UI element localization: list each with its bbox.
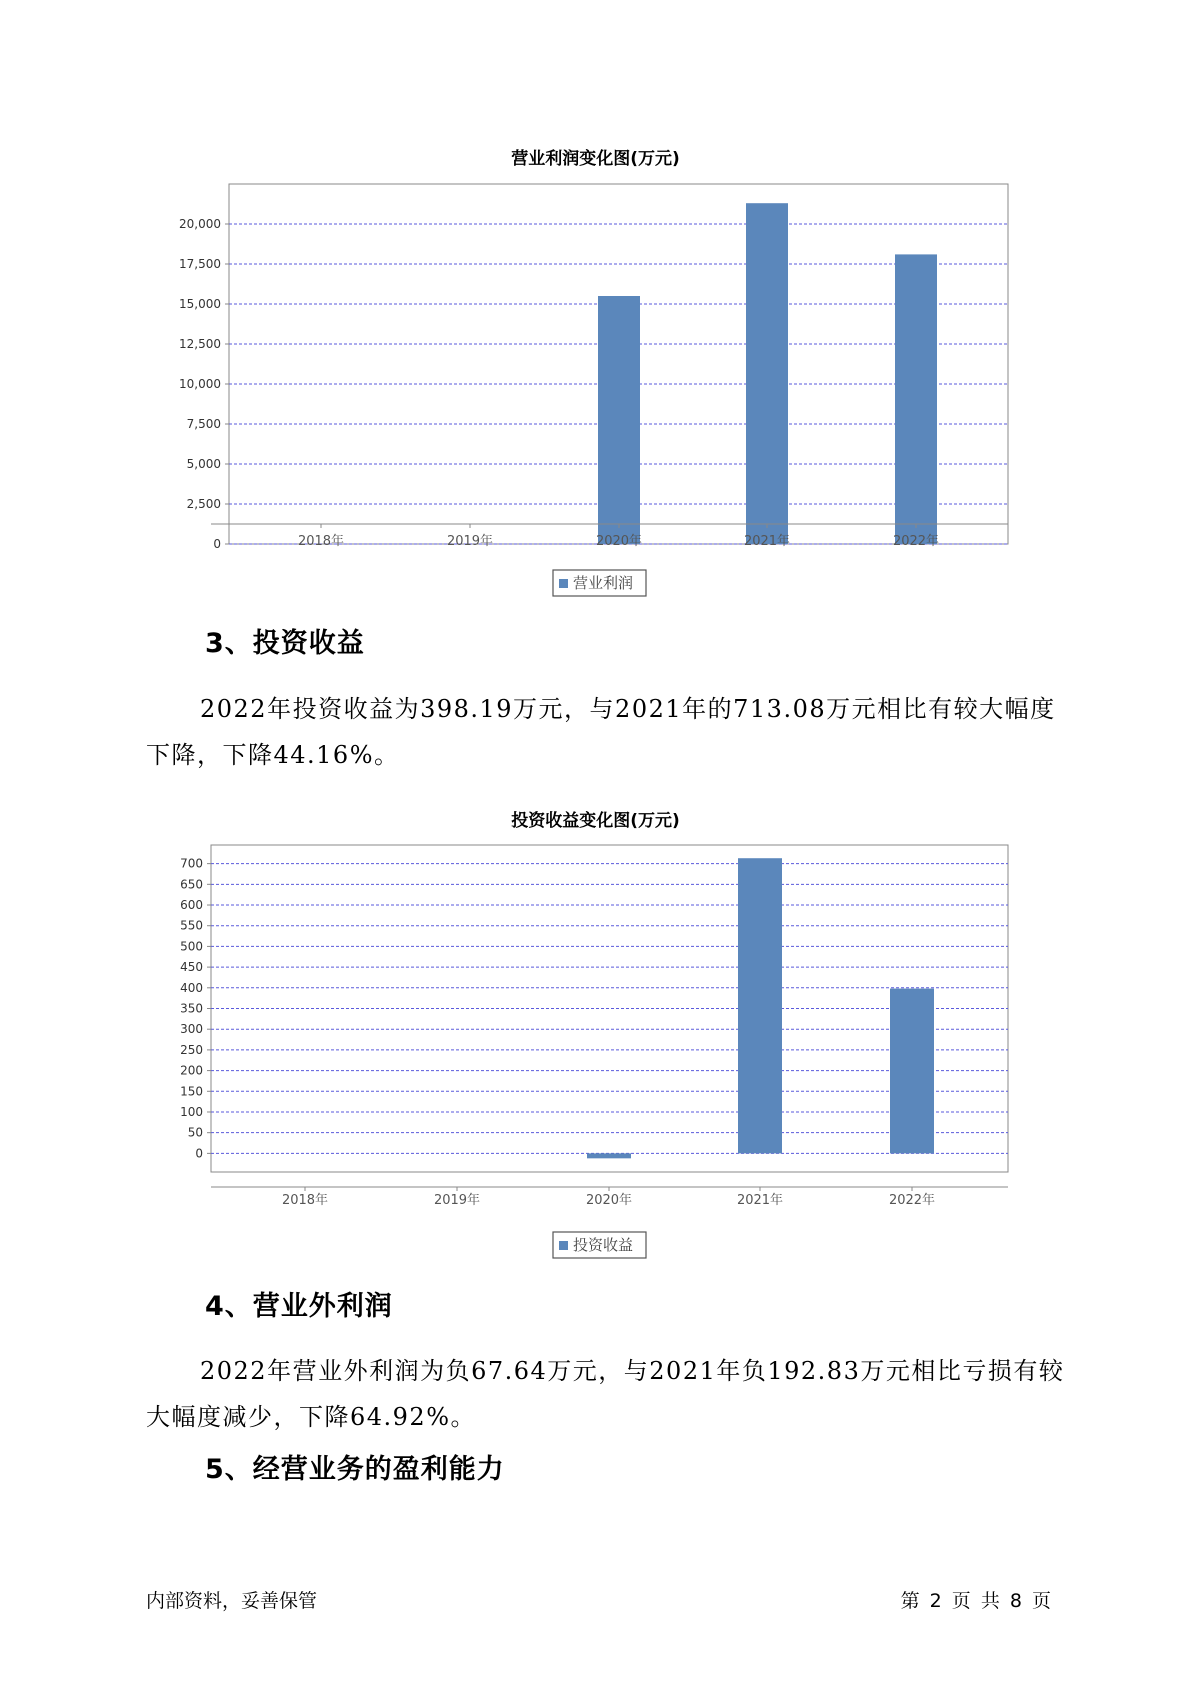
y-tick-label: 100 [180,1104,203,1119]
y-tick-label: 600 [180,898,203,913]
section-heading: 5、经营业务的盈利能力 [205,1454,505,1485]
footer-note: 内部资料，妥善保管 [146,1590,318,1612]
y-tick-label: 700 [180,856,203,871]
x-tick-label: 2020年 [595,534,643,549]
x-tick-label: 2022年 [892,534,940,549]
y-tick-label: 2,500 [186,497,221,511]
chart-title: 投资收益变化图(万元) [511,811,680,831]
x-tick-label: 2021年 [743,534,791,549]
y-tick-label: 7,500 [186,417,221,431]
x-tick-label: 2021年 [736,1193,784,1208]
y-tick-label: 300 [180,1022,203,1037]
y-tick-label: 500 [180,939,203,954]
y-tick-label: 50 [187,1125,203,1140]
x-tick-label: 2022年 [888,1193,936,1208]
legend-label: 营业利润 [573,574,634,592]
y-tick-label: 650 [180,877,203,892]
y-tick-label: 150 [180,1084,203,1099]
y-tick-label: 350 [180,1001,203,1016]
bar [587,1153,631,1158]
paragraph: 2022年营业外利润为负67.64万元，与2021年负192.83万元相比亏损有较大幅度减少，下降64.92%。 [146,1357,1065,1431]
bar [890,989,934,1154]
y-tick-label: 550 [180,918,203,933]
legend-label: 投资收益 [573,1236,634,1254]
page-number: 第 2 页 共 8 页 [900,1590,1053,1612]
y-tick-label: 12,500 [179,337,221,351]
y-tick-label: 15,000 [179,297,221,311]
section-heading: 3、投资收益 [205,628,365,659]
y-tick-label: 0 [195,1146,203,1161]
y-tick-label: 400 [180,980,203,995]
y-tick-label: 20,000 [179,217,221,231]
legend-swatch [559,1241,568,1250]
chart-title: 营业利润变化图(万元) [511,149,680,169]
section-heading: 4、营业外利润 [205,1291,393,1322]
y-tick-label: 17,500 [179,257,221,271]
x-tick-label: 2019年 [446,534,494,549]
paragraph: 2022年投资收益为398.19万元，与2021年的713.08万元相比有较大幅度下降，下降44.16%。 [146,695,1056,769]
y-tick-label: 450 [180,960,203,975]
y-tick-label: 10,000 [179,377,221,391]
x-tick-label: 2019年 [433,1193,481,1208]
x-tick-label: 2018年 [297,534,345,549]
y-tick-label: 5,000 [186,457,221,471]
bar [738,858,782,1153]
x-tick-label: 2018年 [281,1193,329,1208]
x-tick-label: 2020年 [585,1193,633,1208]
y-tick-label: 200 [180,1063,203,1078]
y-tick-label: 250 [180,1042,203,1057]
y-tick-label: 0 [213,537,221,551]
